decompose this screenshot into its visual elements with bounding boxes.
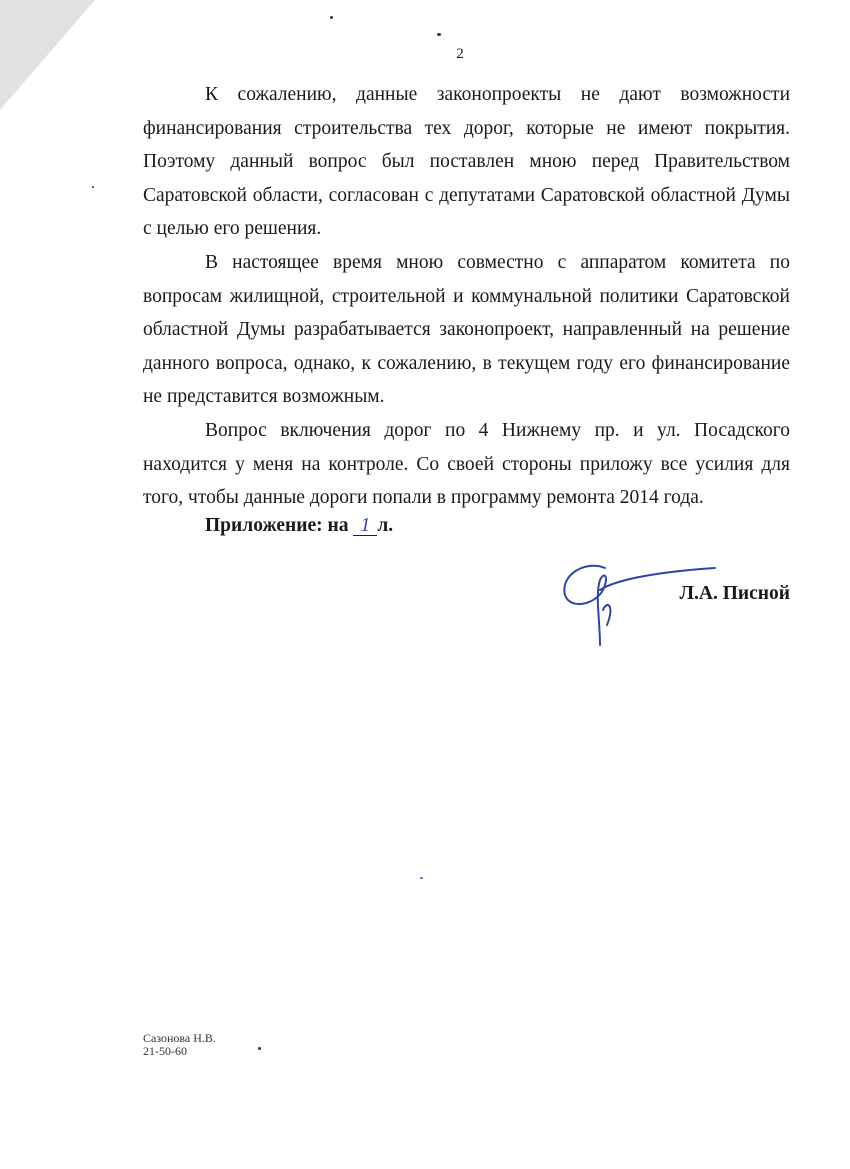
scan-speck [258,1047,261,1050]
scan-speck [330,16,333,19]
executor-name: Сазонова Н.В. [143,1031,216,1045]
letter-body [143,78,790,515]
executor-footer [143,1032,216,1058]
paragraph-3: Вопрос включения дорог по 4 Нижнему пр. и ул. Посадского находится у меня на контроле. Со своей стороны приложу все усилия для того, чтобы данные дороги попали в программу ремонта 2014 года. [143,419,790,509]
attachment-count: 1 [353,517,377,536]
signer-name: Л.А. Писной [679,583,790,604]
executor-phone: 21-50-60 [143,1044,187,1058]
scan-speck [92,186,94,188]
page-number: 2 [456,46,464,62]
scan-speck [420,877,423,879]
attachment-suffix: л. [377,515,394,536]
attachment-label: Приложение: на [205,515,349,536]
paragraph-1: К сожалению, данные законопроекты не дают возможности финансирования строительства тех дорог, которые не имеют покрытия. Поэтому данный вопрос был поставлен мною перед Правительством Саратовской области, согласован с депутатами Саратовской областной Думы с целью его решения. [143,84,790,240]
paragraph-2: В настоящее время мною совместно с аппаратом комитета по вопросам жилищной, строительной и коммунальной политики Саратовской областной Думы разрабатывается законопроект, направленный на решение данного вопроса, однако, к сожалению, в текущем году его финансирование не представится возможным. [143,251,790,408]
attachment-line [205,515,393,537]
scan-speck [437,33,441,36]
